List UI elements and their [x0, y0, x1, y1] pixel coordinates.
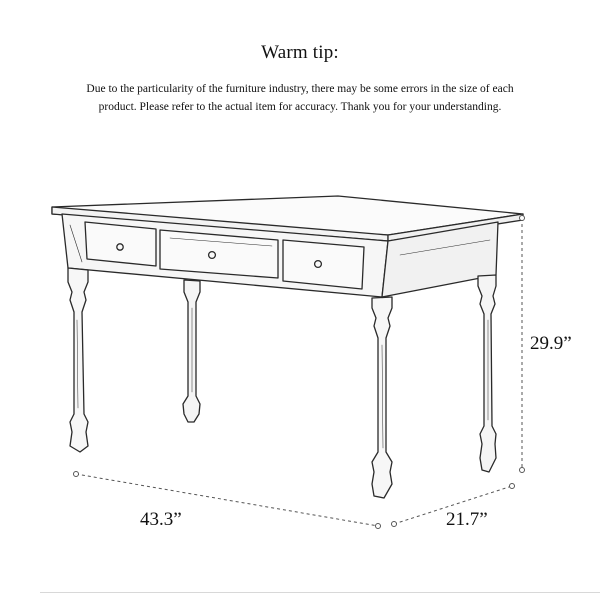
leg-front-left [68, 268, 88, 452]
leg-front-right [372, 297, 392, 498]
height-dimension-label: 29.9” [530, 333, 572, 354]
depth-dimension-label: 21.7” [446, 509, 488, 530]
leg-back-right [478, 275, 496, 472]
warm-tip-title: Warm tip: [261, 42, 339, 63]
drawer-right [283, 240, 364, 289]
width-dimension-line [76, 474, 378, 526]
width-dimension-label: 43.3” [140, 509, 182, 530]
bottom-divider [40, 592, 600, 593]
leg-back-left [183, 280, 200, 422]
disclaimer-line-2: product. Please refer to the actual item for accuracy. Thank you for your understanding. [98, 101, 502, 113]
disclaimer-line-1: Due to the particularity of the furniture industry, there may be some errors in the size of each [86, 83, 514, 95]
